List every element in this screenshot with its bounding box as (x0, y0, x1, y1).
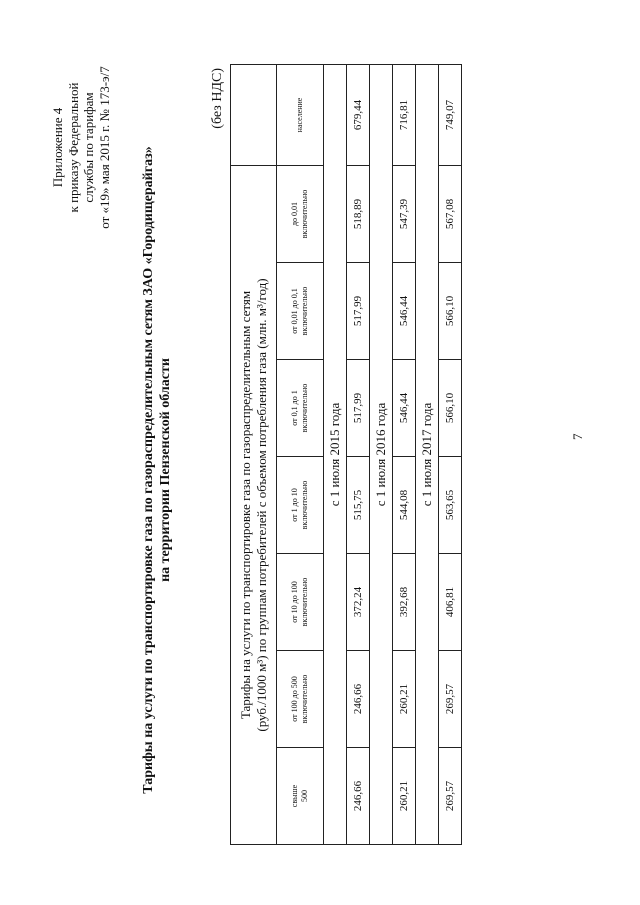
tariff-value-cell: 546,44 (393, 263, 416, 360)
consumer-group-header (277, 651, 324, 748)
period-label: с 1 июля 2015 года (324, 64, 347, 844)
tariff-value-cell: 716,81 (393, 64, 416, 165)
consumer-group-header (277, 457, 324, 554)
tariff-value-cell: 517,99 (347, 263, 370, 360)
tariff-value-cell: 749,07 (439, 64, 462, 165)
consumer-group-label: до 0,01 (290, 201, 299, 227)
appendix-line: от «19» мая 2015 г. № 173-э/7 (96, 66, 112, 229)
tariff-value-cell: 372,24 (347, 554, 370, 651)
rotated-page (40, 60, 600, 880)
table-caption-line: Тарифы на услуги по транспортировке газа по газораспределительным сетям (238, 290, 253, 720)
vat-note: (без НДС) (210, 68, 225, 129)
consumer-group-label: включительно (300, 674, 309, 724)
tariff-values-row (439, 64, 462, 844)
title-line: Тарифы на услуги по транспортировке газа по газораспределительным сетям ЗАО «Городищерайгаз» (141, 146, 156, 794)
consumer-group-header (277, 748, 324, 845)
consumer-group-label: 500 (300, 790, 309, 802)
tariff-value-cell: 269,57 (439, 651, 462, 748)
tariff-values-row (393, 64, 416, 844)
tariff-values-row (347, 64, 370, 844)
document-title (140, 60, 174, 880)
tariff-value-cell: 566,10 (439, 263, 462, 360)
tariff-value-cell: 547,39 (393, 165, 416, 262)
consumer-group-header (277, 165, 324, 262)
table-caption-line: (руб./1000 м³) по группам потребителей с объемом потребления газа (млн. м³/год) (253, 278, 269, 732)
tariff-value-cell: 269,57 (439, 748, 462, 845)
tariff-value-cell: 392,68 (393, 554, 416, 651)
period-row (324, 64, 347, 844)
page-number: 7 (570, 433, 585, 440)
consumer-group-row (277, 64, 324, 844)
consumer-group-label: свыше (290, 784, 299, 808)
table-header-empty (231, 64, 277, 165)
tariff-value-cell: 544,08 (393, 457, 416, 554)
tariff-value-cell: 246,66 (347, 651, 370, 748)
tariff-value-cell: 546,44 (393, 360, 416, 457)
consumer-group-label: включительно (300, 189, 309, 239)
appendix-line: службы по тарифам (81, 92, 96, 203)
consumer-group-header (277, 360, 324, 457)
tariff-value-cell: 567,08 (439, 165, 462, 262)
consumer-group-label: включительно (300, 480, 309, 530)
consumer-group-label: включительно (300, 286, 309, 336)
tariff-value-cell: 406,81 (439, 554, 462, 651)
appendix-block (50, 60, 112, 235)
tariff-value-cell: 563,65 (439, 457, 462, 554)
title-line: на территории Пензенской области (158, 358, 173, 582)
tariff-value-cell: 246,66 (347, 748, 370, 845)
tariff-value-cell: 517,99 (347, 360, 370, 457)
period-row (370, 64, 393, 844)
period-label: с 1 июля 2016 года (370, 64, 393, 844)
tariff-value-cell: 260,21 (393, 748, 416, 845)
table-caption (231, 165, 277, 844)
consumer-group-label: население (295, 97, 304, 133)
consumer-group-label: от 10 до 100 (290, 581, 299, 623)
appendix-line: Приложение 4 (50, 107, 65, 188)
appendix-line: к приказу Федеральной (65, 82, 81, 213)
consumer-group-header (277, 554, 324, 651)
tariff-value-cell: 679,44 (347, 64, 370, 165)
tariff-value-cell: 515,75 (347, 457, 370, 554)
tariff-value-cell: 566,10 (439, 360, 462, 457)
tariff-value-cell: 260,21 (393, 651, 416, 748)
tariff-value-cell: 518,89 (347, 165, 370, 262)
period-row (416, 64, 439, 844)
consumer-group-label: от 0,01 до 0,1 (290, 288, 299, 334)
tariff-table-body (324, 64, 462, 844)
period-label: с 1 июля 2017 года (416, 64, 439, 844)
consumer-group-label: включительно (300, 577, 309, 627)
consumer-group-header (277, 64, 324, 165)
consumer-group-label: от 1 до 10 (290, 488, 299, 522)
consumer-group-header (277, 263, 324, 360)
consumer-group-label: от 0,1 до 1 (290, 390, 299, 426)
consumer-group-label: включительно (300, 383, 309, 433)
consumer-group-label: от 100 до 500 (290, 676, 299, 722)
tariff-table (230, 64, 462, 845)
